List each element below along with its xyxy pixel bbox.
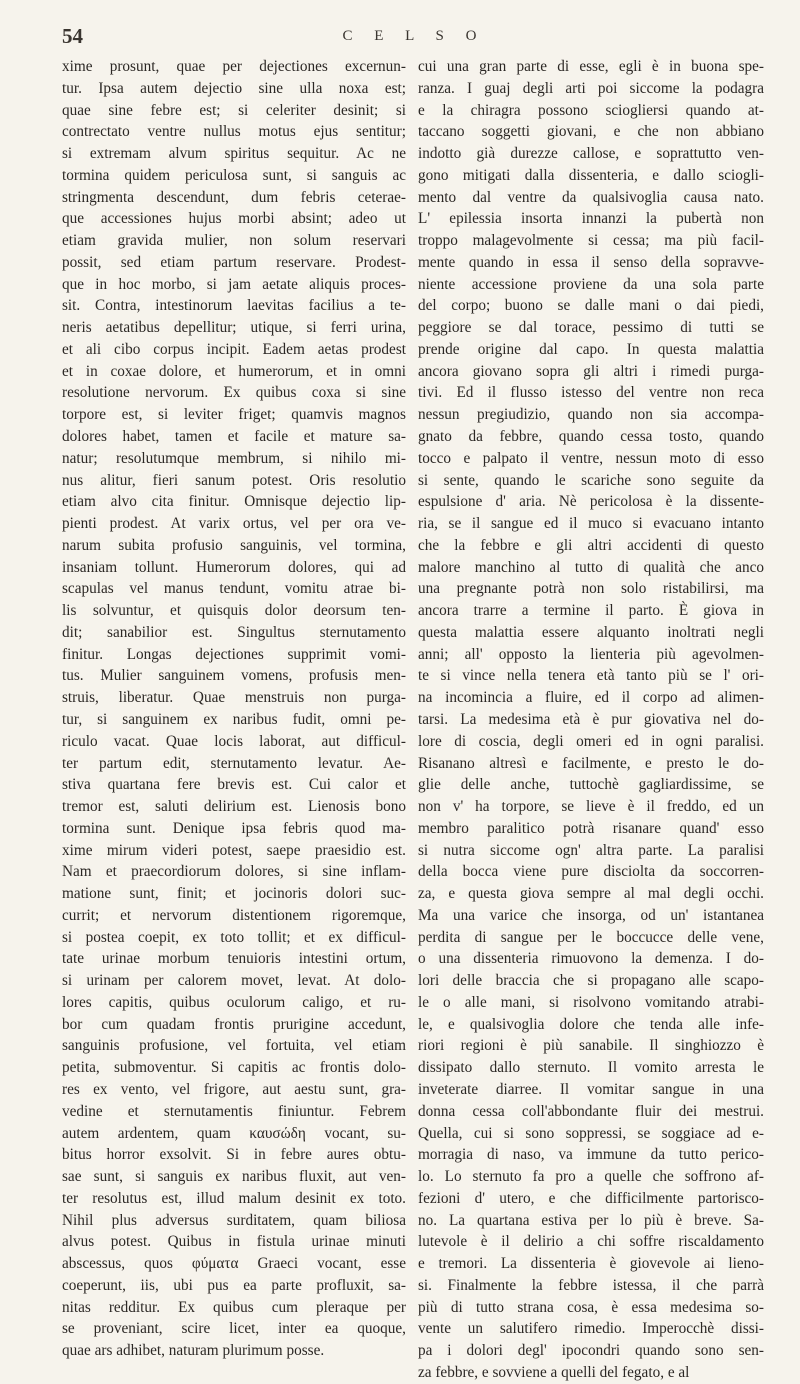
text-line: inveterate diarree. Il vomitar sangue in una — [418, 1080, 764, 1098]
text-line: sit. Contra, intestinorum laevitas facilius a te- — [62, 297, 406, 315]
text-line: na incomincia a fluire, ed il corpo ad alimen- — [418, 689, 764, 707]
page-header — [62, 24, 766, 50]
text-line: si postea coepit, ex toto tollit; et ex difficul- — [62, 928, 406, 946]
text-line: et in coxae dolore, et humerorum, et in omni — [62, 362, 406, 380]
text-line: struis, liberatur. Quae menstruis non purga- — [62, 689, 406, 707]
text-line: coeperunt, iis, ubi pus ea parte profluxit, sa- — [62, 1276, 406, 1294]
text-line: ancora giovano sopra gli altri i rimedi purga- — [418, 362, 764, 380]
text-line: vedine et sternutamentis finiuntur. Febrem — [62, 1102, 406, 1120]
text-line: prende origine dal capo. In questa malattia — [418, 340, 764, 358]
text-line: mento dal ventre da qualsivoglia causa nato. — [418, 188, 764, 206]
text-line: tarsi. La medesima età è pur giovativa nel do- — [418, 710, 764, 728]
text-line: ranza. I guaj degli arti poi siccome la podagra — [418, 79, 764, 97]
text-line: taccano soggetti giovani, e che non abbiano — [418, 123, 764, 141]
text-line: gnato da febbre, quando cessa tosto, quando — [418, 428, 764, 446]
text-line: si nutra siccome ogn' altra parte. La paralisi — [418, 841, 764, 859]
text-line: Nam et praecordiorum dolores, si sine inflam- — [62, 863, 406, 881]
text-line: vente un salutifero rimedio. Imperocchè dissi- — [418, 1320, 764, 1338]
text-line: autem ardentem, quam καυσώδη vocant, su- — [62, 1124, 406, 1142]
text-line: ter resolutus est, illud malum desinit ex toto. — [62, 1189, 406, 1207]
text-line: petita, submoventur. Si capitis ac frontis dolo- — [62, 1059, 406, 1077]
text-line: si. Finalmente la febbre istessa, il che parrà — [418, 1276, 764, 1294]
text-line: narum subita profusio sanguinis, vel tormina, — [62, 536, 406, 554]
text-line: che la febbre e gli altri accidenti di questo — [418, 536, 764, 554]
text-line: le o alle mani, si risolvono vomitando atrabi- — [418, 993, 764, 1011]
text-line: etiam gravida mulier, non solum reservari — [62, 232, 406, 250]
text-line: sanguinis profusione, vel fortuita, vel etiam — [62, 1037, 406, 1055]
text-line: nitas redditur. Ex quibus cum pleraque per — [62, 1298, 406, 1316]
page-number: 54 — [62, 24, 83, 48]
text-line: non v' ha torpore, se lieve è il freddo, ed un — [418, 798, 764, 816]
text-line: lori delle braccia che si propagano alle scapo- — [418, 972, 764, 990]
text-line: malore manchino al tutto di qualità che anco — [418, 558, 764, 576]
text-line: sae sunt, si sanguis ex naribus fluxit, aut ven- — [62, 1168, 406, 1186]
text-line: Nihil plus adversus surditatem, quam biliosa — [62, 1211, 406, 1229]
italian-text-column — [418, 56, 764, 1381]
text-line: più di tutto strana cosa, è essa medesima so- — [418, 1298, 764, 1316]
text-line: natur; resolutumque membrum, si nihilo mi- — [62, 449, 406, 467]
text-line: e tremori. La dissenteria è giovevole ai lieno- — [418, 1255, 764, 1273]
text-line: bor cum quadam frontis prurigine accedunt, — [62, 1015, 406, 1033]
text-line: cui una gran parte di esse, egli è in buona spe- — [418, 58, 764, 75]
running-head: C E L S O — [342, 28, 486, 44]
text-line: que accessiones hujus morbi absint; adeo ut — [62, 210, 406, 228]
text-line: indotto già durezze callose, e soprattutto ven- — [418, 145, 764, 163]
text-line: no. La quartana estiva per lo più è breve. Sa- — [418, 1211, 764, 1229]
text-line: mente quando in essa il senso della sopravve- — [418, 253, 764, 271]
text-line: troppo malagevolmente si cessa; ma più facil- — [418, 232, 764, 250]
text-line: tur, si sanguinem ex naribus fudit, omni pe- — [62, 710, 406, 728]
text-line: le, e qualsivoglia dolore che tenda alle infe- — [418, 1015, 764, 1033]
text-line: questa malattia essere alquanto inoltrati negli — [418, 623, 764, 641]
text-line: alvus potest. Quibus in fistula urinae minuti — [62, 1233, 406, 1251]
text-line: dissipato dallo sternuto. Il vomito arresta le — [418, 1059, 764, 1077]
text-line: dolores habet, tamen et facile et mature sa- — [62, 428, 406, 446]
text-line: glie delle anche, tuttochè gagliardissime, se — [418, 776, 764, 794]
text-line: que in hoc morbo, si jam aetate aliquis proces- — [62, 275, 406, 293]
text-line: donna cessa coll'abbondante fluir dei mestrui. — [418, 1102, 764, 1120]
text-line: lis solvuntur, et quisquis dolor deorsum ten- — [62, 602, 406, 620]
text-line: si sente, quando le scariche sono seguite da — [418, 471, 764, 489]
text-line: fezioni d' utero, e che difficilmente partorisco- — [418, 1189, 764, 1207]
text-line: resolutione nervorum. Ex quibus coxa si sine — [62, 384, 406, 402]
text-line: tate urinae morbum tenuioris intestini ortum, — [62, 950, 406, 968]
text-line: lutevole è il delirio a chi soffre riscaldamento — [418, 1233, 764, 1251]
text-line: possit, sed etiam partum reservare. Prodest- — [62, 253, 406, 271]
text-line: nessun pregiudizio, quando non sia accompa- — [418, 406, 764, 424]
text-line: res ex vento, vel frigore, aut aestu sunt, gra- — [62, 1080, 406, 1098]
text-line: torpore est, si leviter friget; quamvis magnos — [62, 406, 406, 424]
text-line: riori regioni è più sanabile. Il singhiozzo è — [418, 1037, 764, 1055]
text-line: bitus horror exsolvit. Si in febre aures obtu- — [62, 1146, 406, 1164]
text-line: gono mitigati dalla dissenteria, e dallo sciogli- — [418, 166, 764, 184]
text-line: e la chiragra possono sciogliersi quando at- — [418, 101, 764, 119]
text-line: et ali cibo corpus incipit. Eadem aetas prodest — [62, 340, 406, 358]
text-line: contrectato ventre nullus motus ejus sentitur; — [62, 123, 406, 141]
text-line: stringmenta descendunt, dum febris ceterae- — [62, 188, 406, 206]
text-line: tremor est, saluti delirium est. Lienosis bono — [62, 798, 406, 816]
text-line: nus alitur, fieri sanum potest. Oris resolutio — [62, 471, 406, 489]
text-line: della bocca viene pure disciolta da soccorren- — [418, 863, 764, 881]
text-line: currit; et nervorum distentionem rigoremque, — [62, 906, 406, 924]
text-line: se proveniant, scire licet, inter ea quoque, — [62, 1320, 406, 1338]
text-line: tormina quidem periculosa sunt, si sanguis ac — [62, 166, 406, 184]
text-line: scapulas vel manus tendunt, vomitu atrae bi- — [62, 580, 406, 598]
text-line: Risanano altresì e facilmente, e presto le do- — [418, 754, 764, 772]
text-line: quae ars adhibet, naturam plurimum posse. — [62, 1342, 325, 1360]
text-line: finitur. Longas dejectiones supprimit vomi- — [62, 645, 406, 663]
text-line: xime mirum videri potest, saepe praesidio est. — [62, 841, 406, 859]
text-line: ria, se il sangue ed il muco si evacuano intanto — [418, 515, 764, 533]
text-line: anni; all' opposto la lienteria più agevolmen- — [418, 645, 764, 663]
text-line: membro paralitico potrà risanare quand' esso — [418, 819, 764, 837]
text-line: espulsione d' aria. Nè pericolosa è la dissente- — [418, 493, 764, 511]
text-line: lores capitis, quibus oculorum caligo, et ru- — [62, 993, 406, 1011]
text-line: Ma una varice che insorga, od un' istantanea — [418, 906, 764, 924]
text-line: lo. Lo sternuto fa pro a quelle che soffrono af- — [418, 1168, 764, 1186]
text-line: insaniam tollunt. Humerorum dolores, qui ad — [62, 558, 406, 576]
text-line: abscessus, quos φύματα Graeci vocant, esse — [62, 1255, 406, 1273]
text-line: za febbre, e sovviene a quelli del fegato, e al — [418, 1363, 690, 1381]
text-line: tocco e palpato il ventre, nessun moto di esso — [418, 449, 764, 467]
text-line: xime prosunt, quae per dejectiones excernun- — [62, 58, 406, 75]
text-line: quae sine febre est; si celeriter desinit; si — [62, 101, 406, 119]
text-line: te si vince nella tenera età tanto più se l' ori- — [418, 667, 764, 685]
text-line: una pregnante potrà non solo ristabilirsi, ma — [418, 580, 764, 598]
text-line: lore di coscia, degli omeri ed in ogni paralisi. — [418, 732, 764, 750]
text-line: niente accessione proviene da una sola parte — [418, 275, 764, 293]
text-line: neris aetatibus depellitur; utique, si ferri urina, — [62, 319, 406, 337]
text-line: tur. Ipsa autem dejectio sine ulla noxa est; — [62, 79, 406, 97]
text-line: dit; sanabilior est. Singultus sternutamento — [62, 623, 406, 641]
text-line: morragia di naso, va immune da tutto perico- — [418, 1146, 764, 1164]
text-line: riculo vacat. Quae locis laborat, aut difficul- — [62, 732, 406, 750]
text-line: tormina sunt. Denique ipsa febris quod ma- — [62, 819, 406, 837]
text-line: L' epilessia insorta innanzi la pubertà non — [418, 210, 764, 228]
text-line: tus. Mulier sanguinem vomens, profusis men- — [62, 667, 406, 685]
text-line: si extremam alvum spiritus sequitur. Ac ne — [62, 145, 406, 163]
text-line: ancora trarre a termine il parto. È giova in — [418, 602, 764, 620]
text-line: ter partum edit, sternutamento levatur. Ae- — [62, 754, 406, 772]
text-line: o una dissenteria rimuovono la demenza. I do- — [418, 950, 764, 968]
text-line: perdita di sangue per le boccucce delle vene, — [418, 928, 764, 946]
text-line: za, e questa giova sempre al mal degli occhi. — [418, 885, 764, 903]
text-line: pa i dolori degl' ipocondri quando sono sen- — [418, 1342, 764, 1360]
text-line: pienti prodest. At varix ortus, vel per ora ve- — [62, 515, 406, 533]
text-line: Quella, cui si sono soppressi, se soggiace ad e- — [418, 1124, 764, 1142]
text-line: peggiore se dal torace, pessimo di tutti se — [418, 319, 764, 337]
latin-text-column — [62, 56, 406, 1360]
text-line: stiva quartana fere brevis est. Cui calor et — [62, 776, 406, 794]
text-line: matione sunt, finit; et jocinoris dolori suc- — [62, 885, 406, 903]
text-line: etiam alvo cita finitur. Omnisque dejectio lip- — [62, 493, 406, 511]
text-line: del corpo; buono se dalle mani o dai piedi, — [418, 297, 764, 315]
text-line: si urinam per calorem movet, levat. At dolo- — [62, 972, 406, 990]
text-line: tivi. Ed il flusso istesso del ventre non reca — [418, 384, 764, 402]
